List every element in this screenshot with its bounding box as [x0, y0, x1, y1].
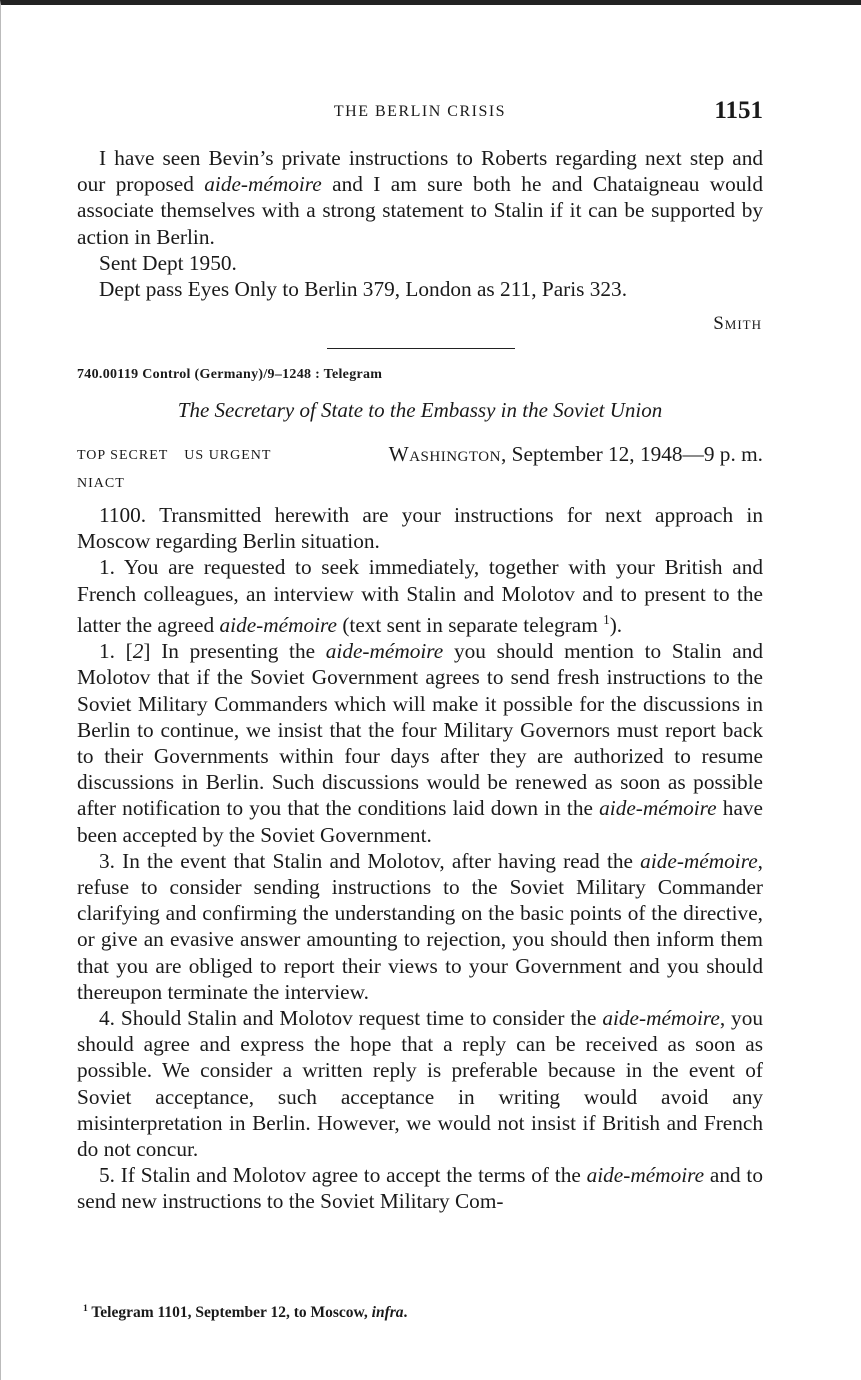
caption-row	[77, 442, 763, 470]
footnote-marker: 1	[83, 1303, 88, 1314]
running-title: THE BERLIN CRISIS	[333, 103, 507, 120]
section-divider	[327, 348, 515, 349]
paragraph-5: 5. If Stalin and Molotov agree to accept the terms of the aide-mémoire and to send new instructions to the Soviet Military Com-	[77, 1163, 763, 1214]
page-number: 1151	[714, 97, 763, 124]
document-title: The Secretary of State to the Embassy in the Soviet Union	[177, 398, 663, 422]
footnote: $^1$ Telegram 1101, September 12, to Moscow, infra.	[83, 1303, 408, 1322]
classification-urgent: US URGENT	[184, 448, 272, 463]
dateline-place: Washington	[388, 442, 501, 466]
signature: Smith	[713, 313, 762, 334]
dateline-date: , September 12, 1948—9 p. m.	[500, 442, 763, 466]
running-head	[77, 97, 763, 131]
classification	[77, 448, 271, 464]
paragraph-1100: 1100. Transmitted herewith are your instructions for next approach in Moscow regarding Berlin situation.	[77, 503, 763, 554]
pass-line: Dept pass Eyes Only to Berlin 379, London as 211, Paris 323.	[99, 277, 628, 302]
paragraph-3: 3. In the event that Stalin and Molotov, after having read the aide-mémoire, refuse to consider sending instructions to the Soviet Military Commander clarifying and confirming the understanding on the basic points of the directive, or give an evasive answer amounting to rejection, you should then inform them that you are obliged to report their views to your Government and you should thereupon terminate the interview.	[77, 848, 763, 1004]
continuation-text	[77, 145, 763, 302]
paragraph-4: 4. Should Stalin and Molotov request time to consider the aide-mémoire, you should agree and express the hope that a reply can be received as soon as possible. We consider a written reply is preferable because in the event of Soviet acceptance, such acceptance in writing would avoid any misinterpretation in Berlin. However, we would not insist if British and French do not concur.	[77, 1005, 764, 1161]
file-reference: 740.00119 Control (Germany)/9–1248 : Telegram	[77, 367, 383, 382]
sent-line: Sent Dept 1950.	[99, 250, 237, 275]
classification-top-secret: TOP SECRET	[77, 448, 169, 463]
paragraph-2: 1. [2] In presenting the aide-mémoire you should mention to Stalin and Molotov that if the Soviet Government agrees to send fresh instructions to the Soviet Military Commanders which will make it possible for the discussions in Berlin to continue, we insist that the four Military Governors must report back to their Governments within four days after they are authorized to resume discussions in Berlin. Such discussions would be renewed as soon as possible after notification to you that the conditions laid down in the aide-mémoire have been accepted by the Soviet Government.	[77, 639, 763, 847]
footnote-ref: 1	[603, 611, 610, 627]
telegram-body	[77, 502, 763, 1215]
paragraph-1: 1. You are requested to seek immediately, together with your British and French colleagues, an interview with Stalin and Molotov and to present to the latter the agreed aide-mémoire (text sent in separate telegram $^1$).	[77, 555, 763, 637]
dateline	[389, 442, 763, 467]
continuation-paragraph: I have seen Bevin’s private instructions to Roberts regarding next step and our proposed aide-mémoire and I am sure both he and Chataigneau would associate themselves with a strong statement to Stalin if it can be supported by action in Berlin.	[77, 146, 763, 249]
niact-label: NIACT	[77, 476, 125, 491]
